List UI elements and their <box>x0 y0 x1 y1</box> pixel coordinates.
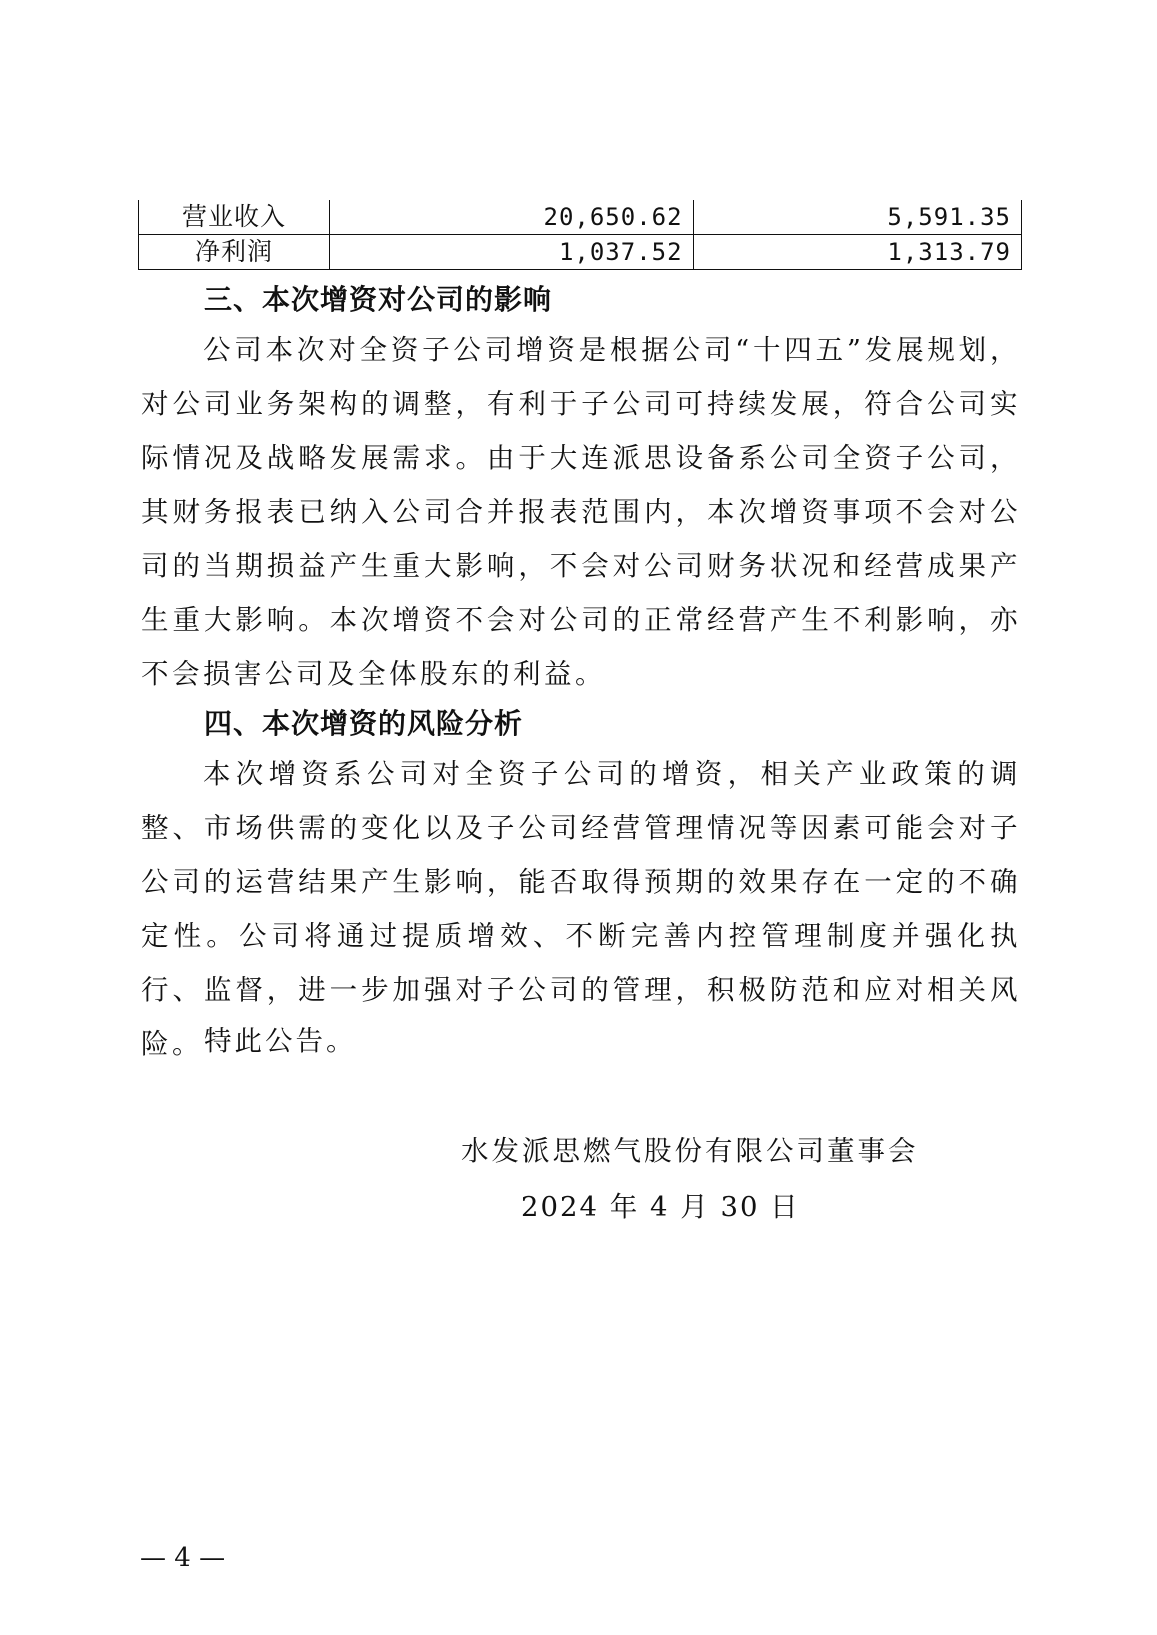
section4-heading: 四、本次增资的风险分析 <box>204 707 524 740</box>
section3-body: 公司本次对全资子公司增资是根据公司“十四五”发展规划，对公司业务架构的调整，有利于子公司可持续发展，符合公司实际情况及战略发展需求。由于大连派思设备系公司全资子公司，其财务报表已纳入公司合并报表范围内，本次增资事项不会对公司的当期损益产生重大影响，不会对公司财务状况和经营成果产生重大影响。本次增资不会对公司的正常经营产生不利影响，亦不会损害公司及全体股东的利益。 <box>141 334 1021 690</box>
table-row <box>139 200 1022 235</box>
row-label: 营业收入 <box>139 200 330 235</box>
financial-table <box>138 200 1022 270</box>
signature: 水发派思燃气股份有限公司董事会 <box>461 1135 919 1167</box>
value-cell: 1,313.79 <box>693 235 1021 270</box>
page-number: — 4 — <box>140 1543 226 1573</box>
closing-text: 特此公告。 <box>204 1025 357 1057</box>
section4-body: 本次增资系公司对全资子公司的增资，相关产业政策的调整、市场供需的变化以及子公司经营管理情况等因素可能会对子公司的运营结果产生影响，能否取得预期的效果存在一定的不确定性。公司将通过提质增效、不断完善内控管理制度并强化执行、监督，进一步加强对子公司的管理，积极防范和应对相关风险。 <box>141 758 1021 1060</box>
date: 2024 年 4 月 30 日 <box>521 1191 800 1223</box>
row-label: 净利润 <box>139 235 330 270</box>
value-cell: 1,037.52 <box>330 235 694 270</box>
value-cell: 5,591.35 <box>693 200 1021 235</box>
section3-heading: 三、本次增资对公司的影响 <box>204 283 553 316</box>
table-row <box>139 235 1022 270</box>
value-cell: 20,650.62 <box>330 200 694 235</box>
